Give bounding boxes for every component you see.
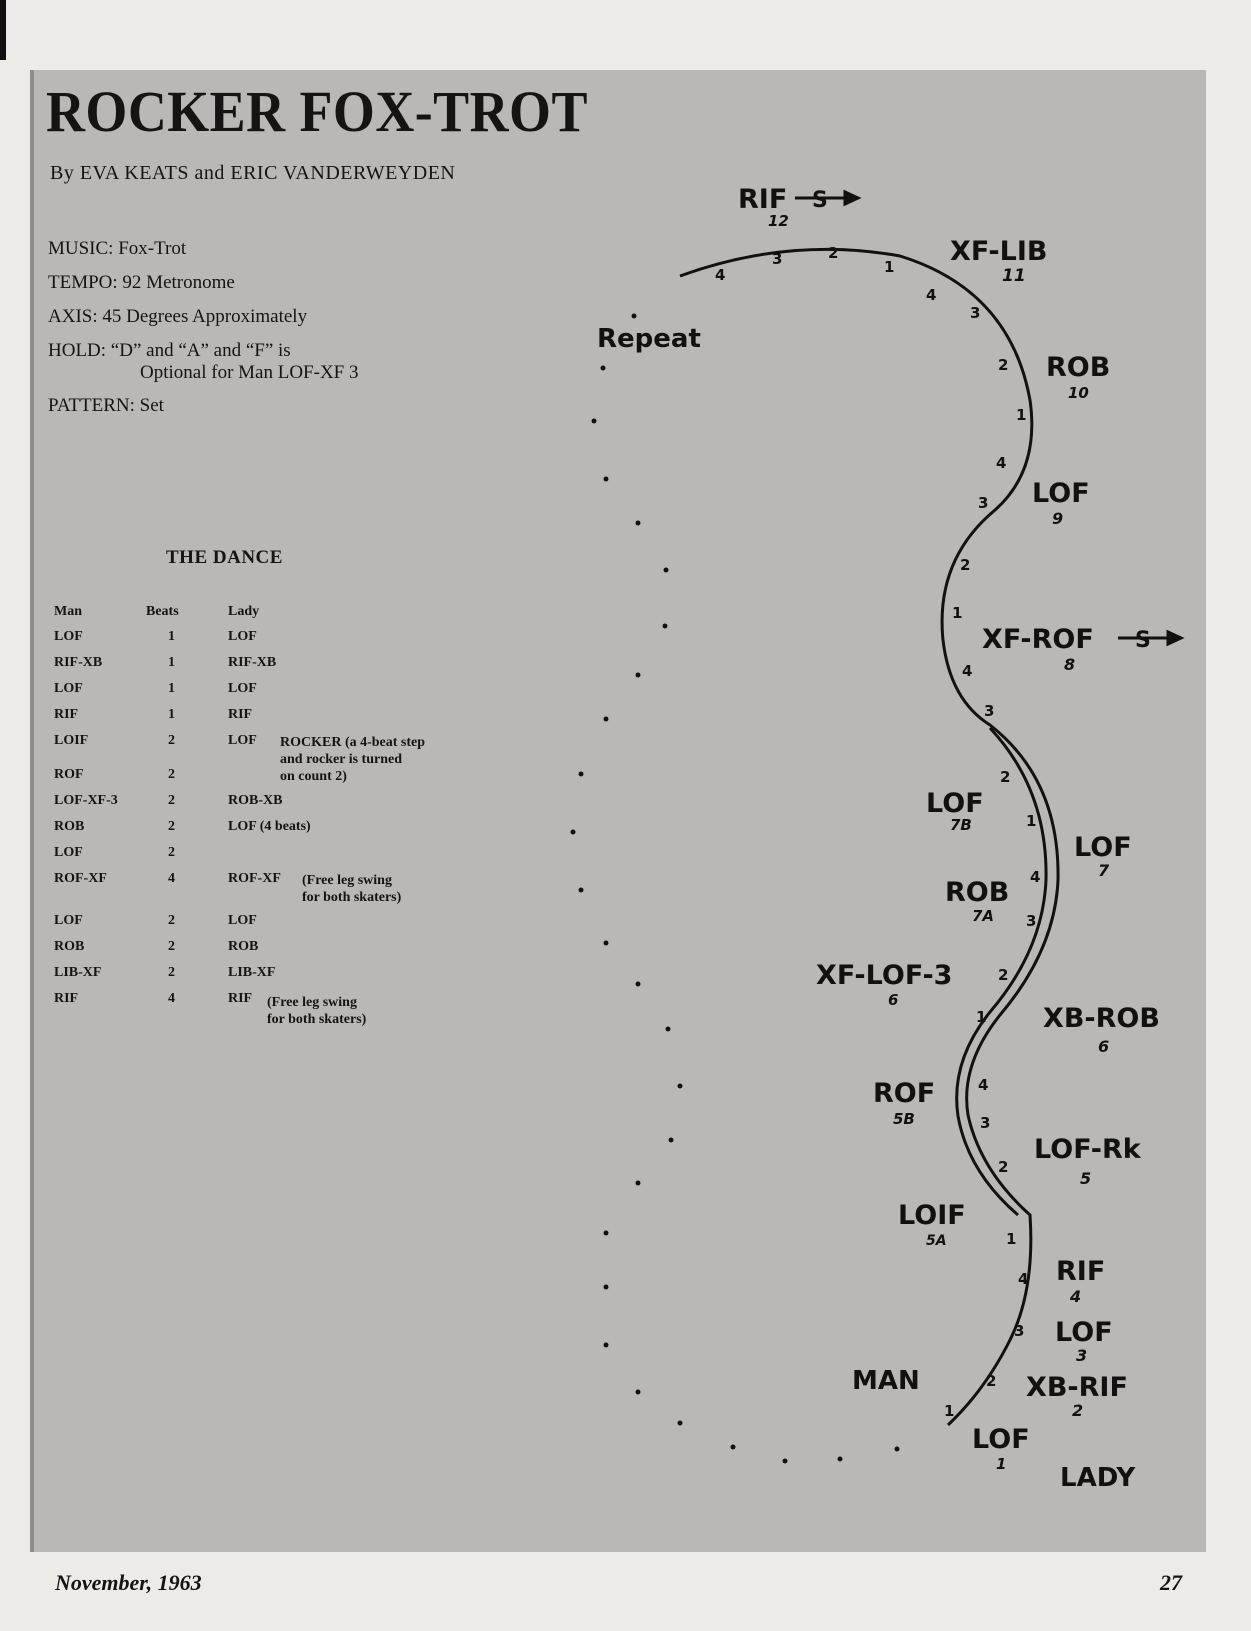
pattern-info: PATTERN: Set (48, 395, 164, 416)
table-cell-man: ROF (54, 767, 84, 782)
step-number: 7 (1098, 861, 1110, 880)
step-label: RIF (738, 184, 788, 215)
table-cell-lady: RIF (228, 707, 253, 722)
step-label: LOF (972, 1424, 1030, 1455)
note-line: for both skaters) (302, 890, 402, 905)
beat-count: 2 (1000, 768, 1011, 786)
beat-count: 1 (944, 1402, 955, 1420)
table-cell-man: ROB (54, 939, 85, 954)
table-cell-lady: LOF (228, 913, 257, 928)
table-cell-beats: 4 (168, 871, 175, 886)
step-label: XB-RIF (1026, 1372, 1128, 1403)
step-number: 3 (1076, 1346, 1088, 1365)
step-label: ROB (1046, 352, 1111, 383)
table-cell-beats: 2 (168, 845, 175, 860)
table-cell-man: ROF-XF (54, 871, 107, 886)
repeat-label: Repeat (597, 324, 701, 354)
beat-count: 3 (1014, 1322, 1025, 1340)
beat-count: 4 (715, 266, 726, 284)
table-cell-beats: 2 (168, 939, 175, 954)
table-cell-beats: 2 (168, 733, 175, 748)
step-label: LOF (1032, 478, 1090, 509)
table-cell-man: RIF (54, 707, 79, 722)
beat-count: 2 (998, 1158, 1009, 1176)
issue-date: November, 1963 (55, 1570, 202, 1595)
beat-count: 1 (952, 604, 963, 622)
step-number: 6 (1098, 1037, 1110, 1056)
step-label: ROF (873, 1078, 936, 1109)
table-cell-lady: ROB-XB (228, 793, 283, 808)
beat-count: 2 (960, 556, 971, 574)
note-line: ROCKER (a 4-beat step (280, 735, 426, 750)
beat-count: 2 (828, 244, 839, 262)
step-label: XF-ROF (982, 624, 1094, 655)
beat-count: 3 (980, 1114, 991, 1132)
note-line: for both skaters) (267, 1012, 367, 1027)
table-cell-man: LOF (54, 845, 83, 860)
beat-count: 3 (772, 250, 783, 268)
table-cell-beats: 2 (168, 965, 175, 980)
beat-count: 2 (998, 966, 1009, 984)
music-info: MUSIC: Fox-Trot (48, 238, 187, 259)
beat-count: 2 (986, 1372, 997, 1390)
step-label: LOF (926, 788, 984, 819)
beat-count: 4 (1030, 868, 1041, 886)
beat-count: 3 (978, 494, 989, 512)
note-line: on count 2) (280, 769, 347, 784)
beat-count: 1 (1006, 1230, 1017, 1248)
step-number: 7B (950, 816, 972, 834)
step-number: 5 (1080, 1169, 1092, 1188)
step-number: 11 (1002, 266, 1026, 286)
beat-count: 1 (1016, 406, 1027, 424)
table-cell-man: RIF (54, 991, 79, 1006)
table-cell-lady: RIF-XB (228, 655, 277, 670)
lady-track (680, 249, 1058, 1425)
beat-count: 4 (926, 286, 937, 304)
table-cell-lady: LOF (4 beats) (228, 819, 311, 834)
table-cell-man: LIB-XF (54, 965, 102, 980)
swing-mark: S (812, 188, 828, 213)
table-cell-man: LOF (54, 913, 83, 928)
note-line: and rocker is turned (280, 752, 402, 767)
table-cell-man: RIF-XB (54, 655, 103, 670)
step-label: XF-LOF-3 (816, 960, 953, 991)
table-cell-lady: ROF-XF (228, 871, 281, 886)
table-cell-beats: 1 (168, 655, 175, 670)
beat-count: 2 (998, 356, 1009, 374)
step-label: RIF (1056, 1256, 1106, 1287)
beat-count: 1 (1026, 812, 1037, 830)
table-cell-lady: LOF (228, 733, 257, 748)
beat-count: 1 (884, 258, 895, 276)
note-line: (Free leg swing (302, 873, 392, 888)
lady-label: LADY (1060, 1463, 1136, 1493)
table-cell-beats: 1 (168, 707, 175, 722)
step-label: XB-ROB (1043, 1003, 1160, 1034)
col-header-beats: Beats (146, 604, 179, 619)
table-cell-lady: ROB (228, 939, 259, 954)
beat-count: 3 (1026, 912, 1037, 930)
step-label: LOF (1074, 832, 1132, 863)
step-label: LOF-Rk (1034, 1134, 1141, 1165)
table-cell-beats: 1 (168, 681, 175, 696)
table-cell-lady: LOF (228, 629, 257, 644)
beat-count: 4 (996, 454, 1007, 472)
hold-line-2: Optional for Man LOF-XF 3 (140, 362, 359, 383)
step-number: 8 (1064, 655, 1076, 674)
table-cell-man: ROB (54, 819, 85, 834)
table-cell-lady: LOF (228, 681, 257, 696)
step-label: ROB (945, 877, 1010, 908)
step-number: 1 (996, 1455, 1007, 1473)
swing-mark: S (1135, 628, 1151, 653)
table-cell-lady: RIF (228, 991, 253, 1006)
step-number: 5A (926, 1233, 947, 1249)
table-cell-beats: 4 (168, 991, 175, 1006)
repeat-dots (571, 314, 900, 1464)
beat-count: 4 (1018, 1270, 1029, 1288)
table-cell-beats: 2 (168, 819, 175, 834)
table-cell-man: LOF (54, 629, 83, 644)
hold-line-1: HOLD: “D” and “A” and “F” is (48, 340, 291, 361)
step-number: 7A (972, 907, 995, 925)
col-header-man: Man (54, 604, 82, 619)
table-cell-lady: LIB-XF (228, 965, 276, 980)
step-number: 6 (888, 991, 899, 1009)
step-number: 2 (1072, 1401, 1084, 1420)
table-cell-man: LOF (54, 681, 83, 696)
axis-info: AXIS: 45 Degrees Approximately (48, 306, 308, 327)
tempo-info: TEMPO: 92 Metronome (48, 272, 235, 293)
dance-heading: THE DANCE (166, 547, 283, 568)
table-cell-man: LOIF (54, 733, 89, 748)
note-line: (Free leg swing (267, 995, 357, 1010)
step-number: 5B (893, 1110, 915, 1128)
col-header-lady: Lady (228, 604, 260, 619)
step-number: 10 (1068, 384, 1089, 402)
step-label: LOF (1055, 1317, 1113, 1348)
table-cell-beats: 2 (168, 793, 175, 808)
table-cell-beats: 1 (168, 629, 175, 644)
table-cell-beats: 2 (168, 913, 175, 928)
page-number: 27 (1160, 1570, 1182, 1595)
step-number: 4 (1070, 1287, 1082, 1306)
beat-count: 4 (962, 662, 973, 680)
beat-count: 3 (984, 702, 995, 720)
beat-count: 3 (970, 304, 981, 322)
beat-count: 4 (978, 1076, 989, 1094)
step-label: XF-LIB (950, 236, 1048, 267)
man-label: MAN (852, 1366, 920, 1396)
beat-count: 1 (976, 1008, 987, 1026)
step-number: 12 (768, 212, 789, 230)
step-number: 9 (1052, 509, 1064, 528)
table-cell-beats: 2 (168, 767, 175, 782)
page-title: ROCKER FOX-TROT (46, 79, 588, 144)
step-label: LOIF (898, 1200, 966, 1231)
table-cell-man: LOF-XF-3 (54, 793, 118, 808)
byline: By EVA KEATS and ERIC VANDERWEYDEN (50, 162, 456, 184)
